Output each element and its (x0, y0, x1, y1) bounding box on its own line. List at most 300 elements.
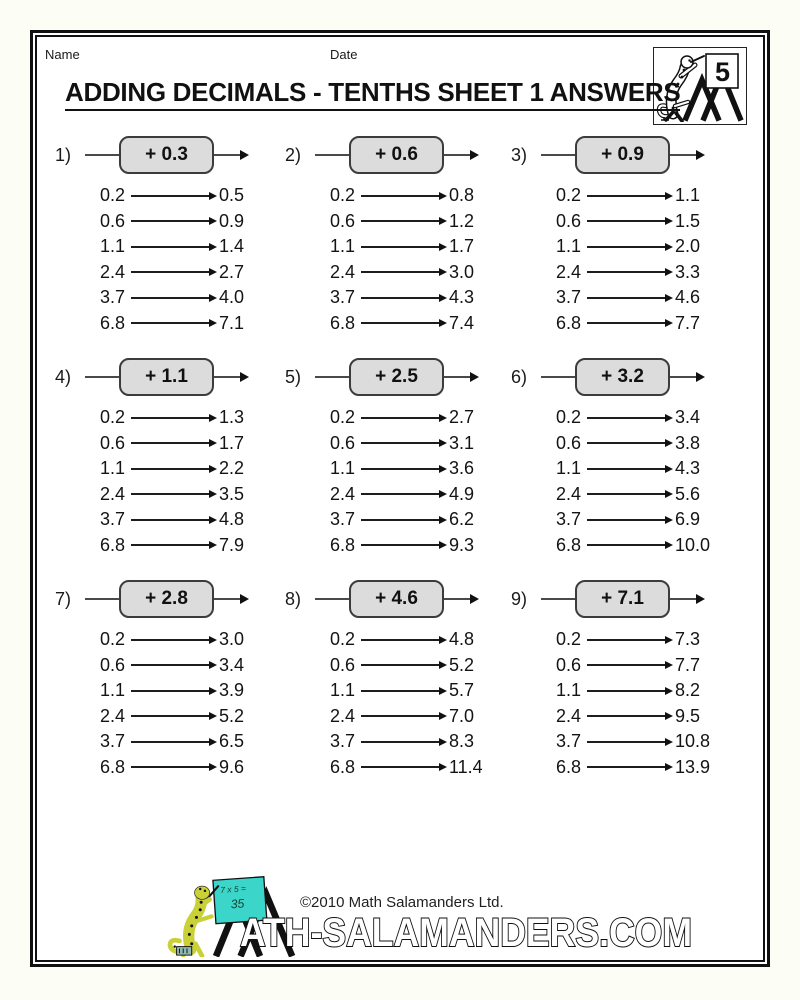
input-value: 0.6 (555, 432, 581, 453)
input-value: 3.7 (329, 287, 355, 308)
arrow-right-icon (361, 246, 439, 248)
answer-rows (83, 405, 285, 558)
answer-row (539, 234, 745, 260)
machine-output-arrow-icon (670, 154, 696, 156)
input-value: 2.4 (99, 261, 125, 282)
arrow-right-icon (587, 741, 665, 743)
rule-box (349, 358, 444, 396)
answer-row (83, 285, 285, 311)
output-value: 3.5 (219, 483, 245, 504)
input-value: 2.4 (555, 705, 581, 726)
answer-rows (313, 405, 511, 558)
answer-row (539, 183, 745, 209)
answer-row (83, 209, 285, 235)
rule-box (349, 136, 444, 174)
answer-row (83, 533, 285, 559)
arrow-right-icon (361, 639, 439, 641)
input-value: 6.8 (555, 312, 581, 333)
answer-row (83, 507, 285, 533)
problem-header (511, 355, 745, 399)
output-value: 3.3 (675, 261, 701, 282)
input-value: 0.2 (329, 629, 355, 650)
function-machine (541, 136, 696, 174)
output-value: 7.7 (675, 312, 701, 333)
arrow-right-icon (361, 442, 439, 444)
worksheet-outer-border (30, 30, 770, 967)
problem (285, 577, 511, 776)
input-value: 0.6 (555, 210, 581, 231)
input-value: 0.6 (329, 432, 355, 453)
output-value: 10.8 (675, 731, 711, 752)
arrow-right-icon (587, 442, 665, 444)
arrow-right-icon (587, 468, 665, 470)
problem-number: 1) (55, 144, 72, 165)
arrow-right-icon (587, 417, 665, 419)
function-machine (541, 358, 696, 396)
problems-grid (55, 133, 745, 776)
input-value: 6.8 (99, 534, 125, 555)
rule-label: + 2.5 (375, 366, 418, 387)
arrow-right-icon (131, 468, 209, 470)
input-value: 2.4 (329, 483, 355, 504)
machine-input-line (315, 598, 349, 600)
input-value: 3.7 (555, 509, 581, 530)
output-value: 8.2 (675, 680, 701, 701)
input-value: 1.1 (99, 458, 125, 479)
problem-header (511, 577, 745, 621)
answer-row (83, 678, 285, 704)
machine-output-arrow-icon (214, 154, 240, 156)
answer-rows (539, 183, 745, 336)
problem-header (285, 355, 511, 399)
answer-row (83, 183, 285, 209)
problem (285, 355, 511, 554)
output-value: 11.4 (449, 756, 483, 777)
input-value: 6.8 (329, 534, 355, 555)
answer-row (539, 755, 745, 781)
machine-output-arrow-icon (214, 376, 240, 378)
input-value: 3.7 (99, 287, 125, 308)
input-value: 3.7 (555, 287, 581, 308)
arrow-right-icon (131, 246, 209, 248)
answer-row (539, 507, 745, 533)
answer-row (539, 627, 745, 653)
problem (511, 577, 745, 776)
rule-label: + 0.6 (375, 144, 418, 165)
answer-row (539, 482, 745, 508)
arrow-right-icon (131, 741, 209, 743)
answer-row (313, 755, 511, 781)
input-value: 0.6 (99, 654, 125, 675)
output-value: 6.5 (219, 731, 245, 752)
input-value: 0.2 (99, 629, 125, 650)
answer-row (313, 704, 511, 730)
arrow-right-icon (587, 664, 665, 666)
input-value: 0.6 (99, 210, 125, 231)
answer-row (539, 678, 745, 704)
arrow-right-icon (131, 322, 209, 324)
output-value: 6.2 (449, 509, 475, 530)
input-value: 0.6 (555, 654, 581, 675)
answer-row (539, 260, 745, 286)
input-value: 0.6 (99, 432, 125, 453)
problem-header (55, 355, 285, 399)
answer-row (83, 704, 285, 730)
answer-row (313, 260, 511, 286)
grade-card (706, 54, 738, 88)
input-value: 3.7 (329, 731, 355, 752)
rule-label: + 1.1 (145, 366, 188, 387)
answer-row (83, 482, 285, 508)
svg-text:7 x 5 =: 7 x 5 = (219, 883, 247, 896)
answer-row (83, 755, 285, 781)
machine-output-arrow-icon (214, 598, 240, 600)
output-value: 4.6 (675, 287, 701, 308)
output-value: 7.4 (449, 312, 475, 333)
output-value: 3.8 (675, 432, 701, 453)
rule-label: + 3.2 (601, 366, 644, 387)
input-value: 0.6 (329, 654, 355, 675)
output-value: 4.8 (449, 629, 475, 650)
input-value: 6.8 (555, 756, 581, 777)
input-value: 6.8 (329, 756, 355, 777)
output-value: 5.7 (449, 680, 475, 701)
answer-rows (539, 627, 745, 780)
arrow-right-icon (131, 766, 209, 768)
rule-box (575, 136, 670, 174)
function-machine (315, 580, 470, 618)
answer-row (83, 729, 285, 755)
function-machine (85, 580, 240, 618)
output-value: 2.7 (449, 407, 475, 428)
arrow-right-icon (361, 195, 439, 197)
answer-row (313, 431, 511, 457)
answer-row (539, 209, 745, 235)
input-value: 0.2 (329, 185, 355, 206)
rule-box (119, 136, 214, 174)
input-value: 2.4 (99, 483, 125, 504)
answer-row (83, 431, 285, 457)
input-value: 0.2 (329, 407, 355, 428)
arrow-right-icon (361, 297, 439, 299)
answer-row (83, 234, 285, 260)
output-value: 2.2 (219, 458, 245, 479)
arrow-right-icon (361, 690, 439, 692)
arrow-right-icon (131, 195, 209, 197)
output-value: 0.5 (219, 185, 245, 206)
rule-label: + 0.3 (145, 144, 188, 165)
answer-row (539, 405, 745, 431)
output-value: 2.0 (675, 236, 701, 257)
output-value: 1.2 (449, 210, 475, 231)
arrow-right-icon (131, 639, 209, 641)
arrow-right-icon (361, 271, 439, 273)
problem-number: 7) (55, 588, 72, 609)
output-value: 7.9 (219, 534, 245, 555)
paint-bucket-icon (177, 947, 192, 956)
answer-row (313, 311, 511, 337)
answer-row (313, 729, 511, 755)
answer-row (539, 533, 745, 559)
input-value: 1.1 (555, 458, 581, 479)
rule-box (119, 358, 214, 396)
arrow-right-icon (131, 442, 209, 444)
answer-row (539, 285, 745, 311)
function-machine (85, 358, 240, 396)
input-value: 1.1 (329, 458, 355, 479)
answer-rows (313, 183, 511, 336)
answer-row (313, 533, 511, 559)
function-machine (85, 136, 240, 174)
arrow-right-icon (361, 664, 439, 666)
answer-row (539, 311, 745, 337)
input-value: 0.6 (329, 210, 355, 231)
output-value: 3.9 (219, 680, 245, 701)
arrow-right-icon (587, 297, 665, 299)
rule-box (349, 580, 444, 618)
problem-number: 5) (285, 366, 302, 387)
answer-rows (539, 405, 745, 558)
answer-row (313, 183, 511, 209)
arrow-right-icon (131, 664, 209, 666)
input-value: 3.7 (99, 731, 125, 752)
output-value: 7.3 (675, 629, 701, 650)
input-value: 1.1 (329, 236, 355, 257)
output-value: 13.9 (675, 756, 711, 777)
input-value: 1.1 (99, 236, 125, 257)
problem-header (55, 133, 285, 177)
problem-number: 8) (285, 588, 302, 609)
date-label: Date (330, 47, 358, 62)
function-machine (541, 580, 696, 618)
answer-row (539, 729, 745, 755)
page-title: ADDING DECIMALS - TENTHS SHEET 1 ANSWERS (65, 77, 680, 111)
output-value: 5.2 (449, 654, 475, 675)
arrow-right-icon (361, 715, 439, 717)
arrow-right-icon (587, 519, 665, 521)
answer-row (313, 209, 511, 235)
answer-rows (83, 627, 285, 780)
arrow-right-icon (587, 639, 665, 641)
arrow-right-icon (587, 322, 665, 324)
output-value: 1.7 (449, 236, 475, 257)
problem-header (285, 133, 511, 177)
site-wordmark-text: ATH-SALAMANDERS.COM (240, 911, 692, 955)
arrow-right-icon (131, 544, 209, 546)
machine-input-line (85, 376, 119, 378)
answer-row (313, 627, 511, 653)
arrow-right-icon (587, 690, 665, 692)
function-machine (315, 358, 470, 396)
arrow-right-icon (587, 715, 665, 717)
problem-number: 3) (511, 144, 528, 165)
svg-text:5: 5 (715, 57, 731, 87)
answer-row (83, 456, 285, 482)
input-value: 6.8 (99, 756, 125, 777)
arrow-right-icon (361, 741, 439, 743)
problem-number: 6) (511, 366, 528, 387)
output-value: 3.4 (219, 654, 245, 675)
arrow-right-icon (587, 220, 665, 222)
machine-input-line (315, 376, 349, 378)
input-value: 6.8 (99, 312, 125, 333)
arrow-right-icon (131, 220, 209, 222)
machine-input-line (85, 598, 119, 600)
machine-output-arrow-icon (670, 376, 696, 378)
output-value: 0.8 (449, 185, 475, 206)
arrow-right-icon (131, 519, 209, 521)
answer-row (83, 653, 285, 679)
arrow-right-icon (361, 468, 439, 470)
input-value: 0.2 (555, 629, 581, 650)
input-value: 3.7 (329, 509, 355, 530)
machine-input-line (541, 154, 575, 156)
answer-row (539, 431, 745, 457)
input-value: 3.7 (555, 731, 581, 752)
arrow-right-icon (131, 690, 209, 692)
input-value: 1.1 (99, 680, 125, 701)
machine-input-line (541, 376, 575, 378)
problem (55, 577, 285, 776)
output-value: 3.1 (449, 432, 475, 453)
rule-box (575, 358, 670, 396)
output-value: 1.1 (675, 185, 701, 206)
input-value: 1.1 (555, 236, 581, 257)
rule-label: + 7.1 (601, 588, 644, 609)
input-value: 0.2 (99, 407, 125, 428)
problem-header (55, 577, 285, 621)
input-value: 0.2 (555, 185, 581, 206)
output-value: 9.5 (675, 705, 701, 726)
answer-row (83, 405, 285, 431)
answer-row (313, 405, 511, 431)
arrow-right-icon (361, 766, 439, 768)
arrow-right-icon (587, 766, 665, 768)
problem-header (285, 577, 511, 621)
answer-row (539, 456, 745, 482)
output-value: 5.2 (219, 705, 245, 726)
input-value: 0.2 (99, 185, 125, 206)
rule-box (575, 580, 670, 618)
machine-output-arrow-icon (444, 154, 470, 156)
output-value: 7.1 (219, 312, 245, 333)
arrow-right-icon (131, 297, 209, 299)
answer-row (313, 234, 511, 260)
answer-row (313, 507, 511, 533)
arrow-right-icon (587, 493, 665, 495)
answer-row (83, 260, 285, 286)
problem-header (511, 133, 745, 177)
machine-output-arrow-icon (670, 598, 696, 600)
output-value: 1.7 (219, 432, 245, 453)
input-value: 6.8 (555, 534, 581, 555)
answer-rows (83, 183, 285, 336)
worksheet-page (35, 35, 765, 962)
arrow-right-icon (587, 271, 665, 273)
input-value: 2.4 (555, 483, 581, 504)
input-value: 3.7 (99, 509, 125, 530)
problem-number: 4) (55, 366, 72, 387)
arrow-right-icon (361, 417, 439, 419)
output-value: 5.6 (675, 483, 701, 504)
answer-row (313, 482, 511, 508)
rule-label: + 4.6 (375, 588, 418, 609)
answer-row (539, 704, 745, 730)
problem (55, 133, 285, 332)
output-value: 9.6 (219, 756, 245, 777)
input-value: 2.4 (555, 261, 581, 282)
output-value: 9.3 (449, 534, 475, 555)
site-wordmark (238, 908, 698, 961)
machine-output-arrow-icon (444, 376, 470, 378)
input-value: 1.1 (555, 680, 581, 701)
name-label: Name (45, 47, 80, 62)
output-value: 4.9 (449, 483, 475, 504)
output-value: 4.3 (449, 287, 475, 308)
output-value: 4.8 (219, 509, 245, 530)
output-value: 1.3 (219, 407, 245, 428)
output-value: 3.0 (219, 629, 245, 650)
input-value: 6.8 (329, 312, 355, 333)
arrow-right-icon (587, 246, 665, 248)
output-value: 7.0 (449, 705, 475, 726)
output-value: 3.0 (449, 261, 475, 282)
answer-row (83, 311, 285, 337)
arrow-right-icon (361, 322, 439, 324)
output-value: 1.5 (675, 210, 701, 231)
output-value: 4.3 (675, 458, 701, 479)
output-value: 7.7 (675, 654, 701, 675)
answer-row (83, 627, 285, 653)
machine-input-line (85, 154, 119, 156)
output-value: 10.0 (675, 534, 711, 555)
arrow-right-icon (131, 715, 209, 717)
arrow-right-icon (131, 417, 209, 419)
output-value: 3.4 (675, 407, 701, 428)
answer-rows (313, 627, 511, 780)
input-value: 0.2 (555, 407, 581, 428)
answer-row (539, 653, 745, 679)
rule-label: + 2.8 (145, 588, 188, 609)
arrow-right-icon (361, 493, 439, 495)
output-value: 2.7 (219, 261, 245, 282)
arrow-right-icon (587, 544, 665, 546)
arrow-right-icon (361, 519, 439, 521)
output-value: 6.9 (675, 509, 701, 530)
function-machine (315, 136, 470, 174)
copyright-text: ©2010 Math Salamanders Ltd. (300, 894, 504, 911)
answer-row (313, 285, 511, 311)
arrow-right-icon (361, 220, 439, 222)
output-value: 4.0 (219, 287, 245, 308)
machine-input-line (541, 598, 575, 600)
problem-number: 2) (285, 144, 302, 165)
answer-row (313, 456, 511, 482)
rule-box (119, 580, 214, 618)
arrow-right-icon (587, 195, 665, 197)
problem (55, 355, 285, 554)
salamander-icon (170, 886, 212, 956)
input-value: 2.4 (99, 705, 125, 726)
problem (511, 355, 745, 554)
output-value: 3.6 (449, 458, 475, 479)
problem (285, 133, 511, 332)
arrow-right-icon (131, 271, 209, 273)
arrow-right-icon (131, 493, 209, 495)
output-value: 1.4 (219, 236, 245, 257)
rule-label: + 0.9 (601, 144, 644, 165)
input-value: 1.1 (329, 680, 355, 701)
